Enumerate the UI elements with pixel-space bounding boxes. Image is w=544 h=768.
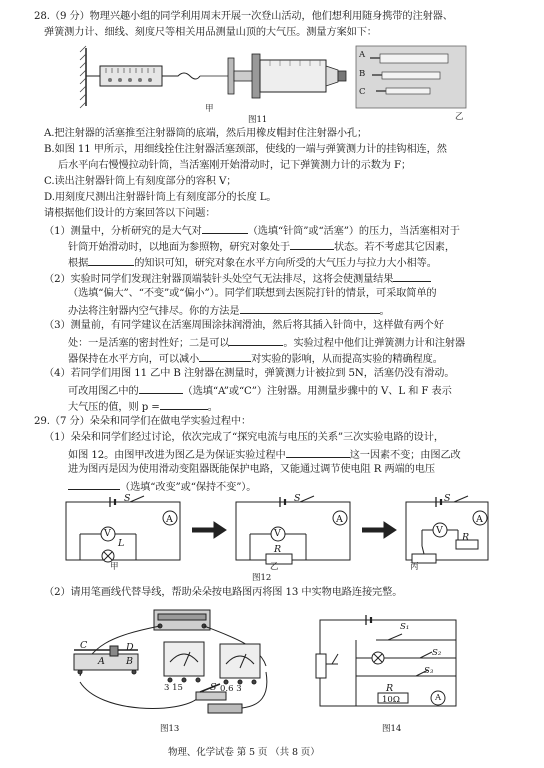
fig12-yi-ammeter-label: A (336, 514, 343, 525)
q28-part1-line1: （1）测量中，分析研究的是大气对 （选填“针筒”或“活塞”）的压力，当活塞相对于 (44, 223, 460, 238)
q28-step-d: D.用刻度尺测出注射器针筒上有刻度部分的长度 L。 (44, 192, 277, 203)
q29-part1-line4: （选填“改变”或“保持不变”）。 (68, 479, 256, 494)
q28-step-c: C.读出注射器针筒上有刻度部分的容积 V； (44, 176, 237, 187)
figure-11-syringe-a-label: A (359, 50, 366, 60)
answer-blank[interactable] (68, 479, 120, 490)
fig14-s1-label: S₁ (400, 622, 410, 632)
q28-part4-line3: 大气压的值，则 p = 。 (68, 399, 218, 414)
answer-blank[interactable] (160, 399, 208, 410)
fig14-resistor-label: R (386, 683, 394, 694)
fig13-terminal-a: A (98, 656, 105, 667)
fig14-s2-label: S₂ (432, 648, 442, 658)
fig12-bing-ammeter-label: A (476, 514, 483, 525)
fig12-bing-voltmeter-label: V (436, 525, 443, 536)
fig13-ammeter-scale: 0.6 3 (220, 684, 242, 694)
fig12-yi-resistor-label: R (274, 544, 282, 555)
answer-blank[interactable] (290, 239, 334, 250)
figure-13-caption: 图13 (160, 724, 180, 734)
fig13-terminal-b: B (126, 656, 133, 667)
q28-part2-line3: 办法将注射器内空气排尽。你的方法是 。 (68, 303, 390, 318)
q28-part4-line2: 可改用图乙中的 （选填“A”或“C”）注射器。用测量步骤中的 V、L 和 F 表示 (68, 383, 452, 398)
answer-blank[interactable] (393, 271, 431, 282)
fig12-jia-label: 甲 (110, 562, 119, 572)
fig12-bing-switch-label: S (444, 493, 451, 504)
q28-step-a: A.把注射器的活塞推至注射器筒的底端，然后用橡皮帽封住注射器小孔； (44, 128, 368, 139)
fig13-voltmeter-scale: 3 15 (164, 683, 183, 693)
figure-12-caption: 图12 (252, 573, 272, 583)
q28-ask: 请根据他们设计的方案回答以下问题： (44, 208, 216, 219)
answer-blank[interactable] (199, 351, 251, 362)
fig14-ammeter-label: A (435, 693, 442, 703)
fig13-terminal-d: D (126, 642, 134, 653)
figure-11-label-yi: 乙 (455, 112, 464, 122)
fig12-yi-voltmeter-label: V (274, 528, 281, 539)
q28-part3-line1: （3）测量前，有同学建议在活塞周围涂抹润滑油，然后将其插入针筒中，这样做有两个好 (44, 320, 444, 331)
fig12-jia-ammeter-label: A (166, 514, 173, 525)
figure-11-syringe-b-label: B (359, 69, 366, 79)
answer-blank[interactable] (88, 255, 134, 266)
q28-step-b-line2: 后水平向右慢慢拉动针筒，当活塞刚开始滑动时，记下弹簧测力计的示数为 F； (58, 160, 412, 171)
fig12-yi-switch-label: S (294, 493, 301, 504)
q28-part1-line3: 根据 的知识可知，研究对象在水平方向所受的大气压力与拉力大小相等。 (68, 255, 437, 270)
q28-part4-line1: （4）若同学们用图 11 乙中 B 注射器在测量时，弹簧测力计被拉到 5N，活塞仍没有滑动。 (44, 368, 455, 379)
fig12-jia-lamp-label: L (118, 538, 125, 549)
answer-blank[interactable] (139, 383, 183, 394)
fig12-yi-label: 乙 (270, 562, 279, 572)
q29-part1-line3: 进为图丙是因为使用滑动变阻器既能保护电路，又能通过调节使电阻 R 两端的电压 (68, 464, 435, 475)
q29-part1-line2: 如图 12。由图甲改进为图乙是为保证实验过程中 这一因素不变；由图乙改 (68, 447, 461, 462)
figure-11-caption: 图11 (248, 115, 268, 125)
q28-part2-line2: （选填“偏大”、“不变”或“偏小”）。同学们联想到去医院打针的情景，可采取简单的 (68, 288, 437, 299)
answer-blank[interactable] (240, 303, 380, 314)
q29-part2: （2）请用笔画线代替导线，帮助朵朵按电路图丙将图 13 中实物电路连接完整。 (44, 587, 403, 598)
q29-part1-line1: （1）朵朵和同学们经过讨论，依次完成了“探究电流与电压的关系”三次实验电路的设计， (44, 432, 444, 443)
q28-part3-line2: 处：一是活塞的密封性好；二是可以 。实验过程中他们让弹簧测力计和注射器 (68, 335, 465, 350)
q28-step-b-line1: B.如图 11 甲所示，用细线拴住注射器活塞颈部，使线的一端与弹簧测力计的挂钩相连，然 (44, 144, 447, 155)
answer-blank[interactable] (202, 223, 248, 234)
q28-part2-line1: （2）实验时同学们发现注射器顶端装针头处空气无法排尽，这将会使测量结果 (44, 271, 431, 286)
q28-stem-line2: 弹簧测力计、细线、刻度尺等相关用品测量山顶的大气压。测量方案如下： (44, 27, 377, 38)
fig12-bing-label: 丙 (410, 562, 419, 572)
fig13-switch-label: S (210, 682, 217, 693)
fig13-terminal-c: C (80, 640, 88, 651)
answer-blank[interactable] (286, 447, 350, 458)
page-footer: 物理、化学试卷 第 5 页 （共 8 页） (168, 747, 320, 758)
figure-11-label-jia: 甲 (205, 104, 214, 114)
figure-14-caption: 图14 (382, 724, 402, 734)
fig12-jia-switch-label: S (124, 493, 131, 504)
answer-blank[interactable] (229, 335, 283, 346)
fig12-bing-resistor-label: R (462, 532, 470, 543)
q28-part3-line3: 器保持在水平方向，可以减小 对实验的影响，从而提高实验的精确程度。 (68, 351, 443, 366)
q28-part1-line2: 针筒开始滑动时，以地面为参照物，研究对象处于 状态。若不考虑其它因素， (68, 239, 455, 254)
q28-stem-line1: 28.（9 分）物理兴趣小组的同学利用周末开展一次登山活动，他们想利用随身携带的注射器、 (34, 11, 453, 22)
fig14-s3-label: S₃ (424, 666, 434, 676)
figure-11-syringe-c-label: C (359, 87, 366, 97)
fig12-jia-voltmeter-label: V (104, 528, 111, 539)
q29-stem: 29.（7 分）朵朵和同学们在做电学实验过程中： (34, 416, 252, 427)
fig14-resistor-value: 10Ω (382, 695, 400, 705)
figure-11-apparatus (80, 44, 470, 120)
